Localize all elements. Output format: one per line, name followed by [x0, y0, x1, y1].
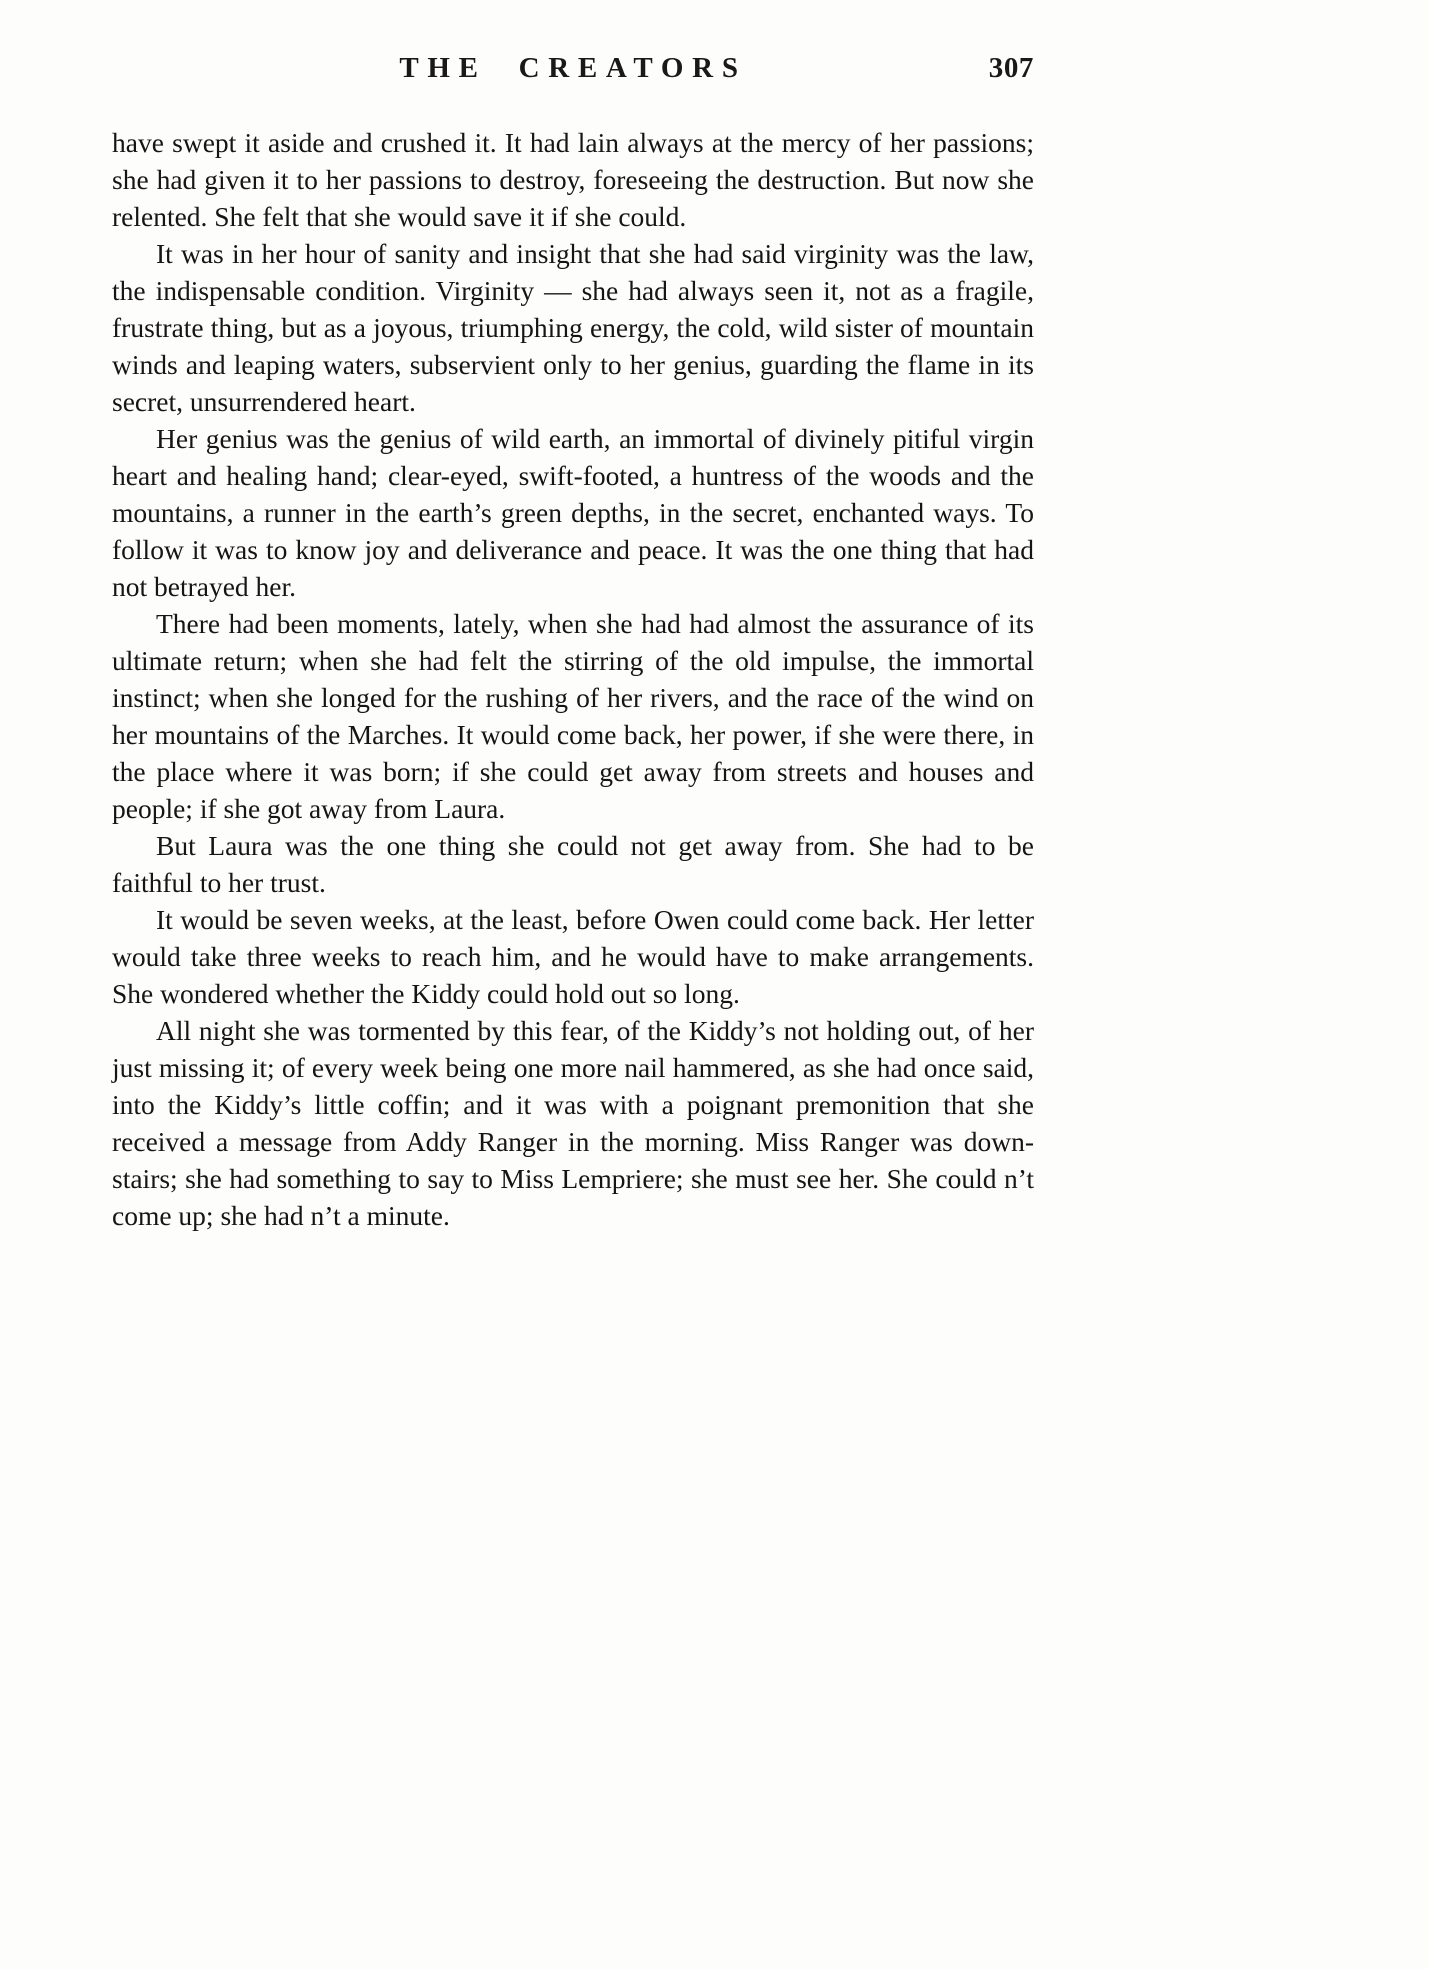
paragraph: But Laura was the one thing she could not get away from. She had to be faithful to her trust. — [112, 830, 1034, 898]
paragraph: It would be seven weeks, at the least, before Owen could come back. Her letter would take three weeks to reach him, and he would have to make arrangements. She wondered whether the Kiddy could hold out so long. — [112, 904, 1034, 1009]
running-title: THE CREATORS — [399, 52, 747, 84]
paragraph: All night she was tormented by this fear, of the Kiddy’s not holding out, of her just missing it; of every week being one more nail hammered, as she had once said, into the Kiddy’s little coffin; and it was with a poignant premonition that she received a message from Addy Ranger in the morning. Miss Ranger was down-stairs; she had something to say to Miss Lempriere; she must see her. She could n’t come up; she had n’t a minute. — [112, 1015, 1034, 1231]
page-header — [112, 52, 1034, 96]
page-number: 307 — [988, 52, 1034, 84]
paragraph: Her genius was the genius of wild earth, an immortal of divinely pitiful virgin heart and healing hand; clear-eyed, swift-footed, a huntress of the woods and the mountains, a runner in the earth’s green depths, in the secret, enchanted ways. To follow it was to know joy and deliverance and peace. It was the one thing that had not betrayed her. — [112, 423, 1034, 602]
paragraph: There had been moments, lately, when she had had almost the assurance of its ultimate return; when she had felt the stirring of the old impulse, the immortal instinct; when she longed for the rushing of her rivers, and the race of the wind on her mountains of the Marches. It would come back, her power, if she were there, in the place where it was born; if she could get away from streets and houses and people; if she got away from Laura. — [112, 608, 1034, 824]
paragraph: It was in her hour of sanity and insight that she had said virginity was the law, the indispensable condition. Virginity — she had always seen it, not as a fragile, frustrate thing, but as a joyous, triumphing energy, the cold, wild sister of mountain winds and leaping waters, subservient only to her genius, guarding the flame in its secret, unsurrendered heart. — [112, 238, 1034, 417]
page-content — [112, 52, 1034, 1234]
paragraph: have swept it aside and crushed it. It had lain always at the mercy of her passions; she had given it to her passions to destroy, foreseeing the destruction. But now she relented. She felt that she would save it if she could. — [112, 127, 1034, 232]
page-text — [112, 124, 1034, 1234]
